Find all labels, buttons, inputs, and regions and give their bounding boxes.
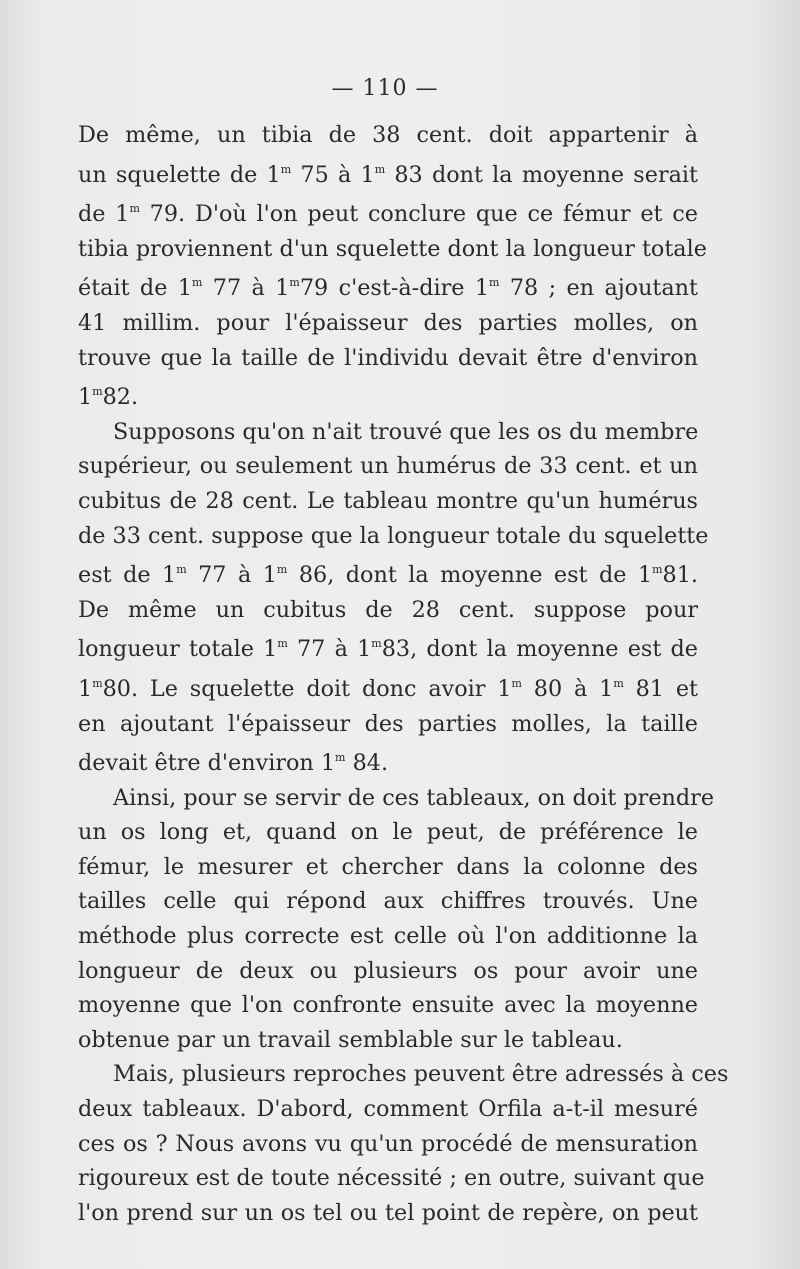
text-line: 41 millim. pour l'épaisseur des parties molles, on	[78, 309, 698, 336]
text-line: devait être d'environ 1$^m$ 84.	[78, 750, 389, 777]
text-line: était de 1$^m$ 77 à 1$^m$79 c'est-à-dire 1$^m$ 78 ; en ajoutant	[78, 275, 699, 302]
text-line: Mais, plusieurs reproches peuvent être adressés à ces	[113, 1061, 729, 1088]
text-line: de 33 cent. suppose que la longueur totale du squelette	[78, 522, 709, 549]
text-line: longueur de deux ou plusieurs os pour avoir une	[78, 957, 698, 984]
text-line: deux tableaux. D'abord, comment Orfila a-t-il mesuré	[78, 1096, 698, 1123]
text-line: De même un cubitus de 28 cent. suppose pour	[78, 596, 698, 623]
text-line: un squelette de 1$^m$ 75 à 1$^m$ 83 dont la moyenne serait	[78, 161, 698, 188]
body-text	[78, 118, 729, 1230]
text-line: de 1$^m$ 79. D'où l'on peut conclure que ce fémur et ce	[78, 201, 698, 228]
text-line: ces os ? Nous avons vu qu'un procédé de mensuration	[78, 1130, 698, 1157]
text-line: est de 1$^m$ 77 à 1$^m$ 86, dont la moyenne est de 1$^m$81.	[78, 562, 698, 589]
text-line: supérieur, ou seulement un humérus de 33 cent. et un	[78, 453, 698, 480]
text-line: Ainsi, pour se servir de ces tableaux, on doit prendre	[113, 784, 715, 811]
text-line: longueur totale 1$^m$ 77 à 1$^m$83, dont la moyenne est de	[78, 636, 698, 663]
text-line: cubitus de 28 cent. Le tableau montre qu'un humérus	[78, 487, 698, 514]
text-line: Supposons qu'on n'ait trouvé que les os du membre	[113, 418, 699, 445]
text-line: l'on prend sur un os tel ou tel point de repère, on peut	[78, 1199, 698, 1226]
text-line: 1$^m$82.	[78, 384, 139, 411]
text-line: 1$^m$80. Le squelette doit donc avoir 1$^m$ 80 à 1$^m$ 81 et	[78, 675, 698, 702]
text-line: trouve que la taille de l'individu devait être d'environ	[78, 344, 698, 371]
text-line: rigoureux est de toute nécessité ; en outre, suivant que	[78, 1165, 705, 1192]
text-line: tibia proviennent d'un squelette dont la longueur totale	[78, 235, 707, 262]
text-line: moyenne que l'on confronte ensuite avec la moyenne	[78, 992, 698, 1019]
text-line: obtenue par un travail semblable sur le tableau.	[78, 1026, 623, 1053]
text-line: méthode plus correcte est celle où l'on additionne la	[78, 923, 698, 950]
text-line: tailles celle qui répond aux chiffres trouvés. Une	[78, 888, 698, 915]
text-line: fémur, le mesurer et chercher dans la colonne des	[78, 853, 698, 880]
text-line: en ajoutant l'épaisseur des parties molles, la taille	[78, 710, 698, 737]
text-line: un os long et, quand on le peut, de préférence le	[78, 819, 698, 846]
page-number: — 110 —	[331, 76, 439, 101]
text-line: De même, un tibia de 38 cent. doit appartenir à	[78, 122, 698, 148]
